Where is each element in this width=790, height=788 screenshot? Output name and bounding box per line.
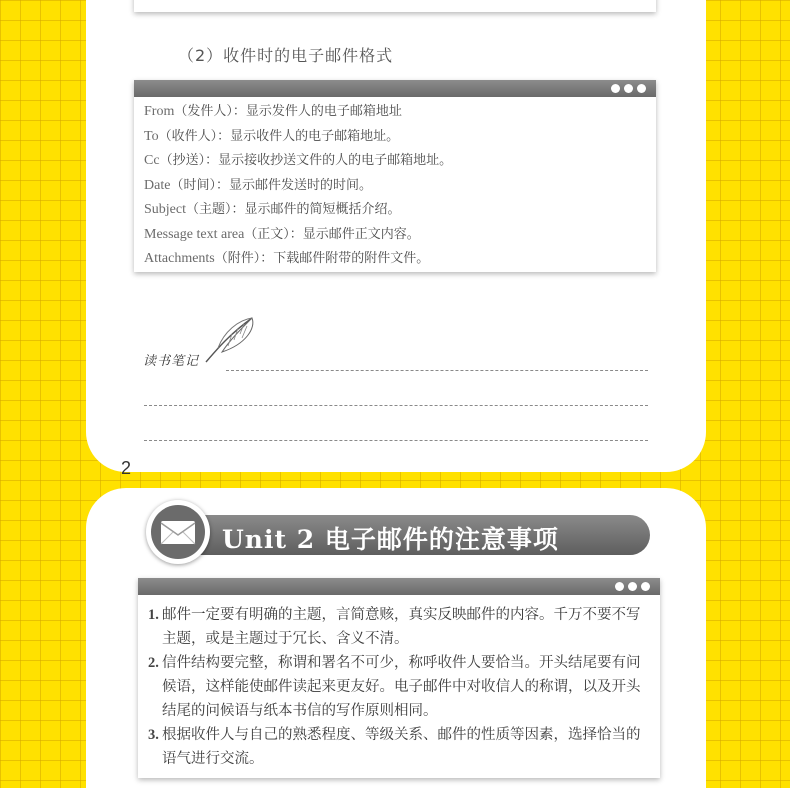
window-titlebar	[134, 80, 656, 97]
feather-icon	[200, 314, 258, 366]
unit-banner	[146, 500, 652, 562]
previous-format-box	[134, 0, 656, 12]
receive-format-box	[134, 80, 656, 272]
window-dots-icon	[615, 582, 650, 591]
format-line: Attachments（附件）：下载邮件附带的附件文件。	[144, 251, 430, 266]
unit-title: Unit 2 电子邮件的注意事项	[222, 525, 559, 554]
format-line: From（发件人）：显示发件人的电子邮箱地址	[144, 104, 402, 119]
list-item: 2. 信件结构要完整，称谓和署名不可少，称呼收件人要恰当。开头结尾要有问候语，这样能使邮件读起来更友好。电子邮件中对收信人的称谓，以及开头结尾的问候语与纸本书信的写作原则相同。	[148, 655, 641, 719]
envelope-icon	[160, 518, 196, 546]
window-dots-icon	[611, 84, 646, 93]
page-number: 2	[121, 458, 132, 478]
unit-icon-badge	[146, 500, 210, 564]
list-item: 1. 邮件一定要有明确的主题，言简意赅，真实反映邮件的内容。千万不要不写主题，或是主题过于冗长、含义不清。	[148, 607, 641, 647]
format-line: Date（时间）：显示邮件发送时的时间。	[144, 177, 372, 193]
section-heading: （2）收件时的电子邮件格式	[178, 46, 394, 65]
note-line[interactable]	[226, 370, 648, 371]
note-line[interactable]	[144, 440, 648, 441]
reading-notes-label: 读书笔记	[143, 354, 200, 369]
format-line: Message text area（正文）：显示邮件正文内容。	[144, 226, 420, 242]
list-item: 3. 根据收件人与自己的熟悉程度、等级关系、邮件的性质等因素，选择恰当的语气进行交流。	[148, 727, 641, 767]
email-tips-box	[138, 578, 660, 778]
note-line[interactable]	[144, 405, 648, 406]
format-line: Subject（主题）：显示邮件的简短概括介绍。	[144, 202, 401, 217]
format-line: To（收件人）：显示收件人的电子邮箱地址。	[144, 128, 400, 144]
window-titlebar	[138, 578, 660, 595]
format-line: Cc（抄送）：显示接收抄送文件的人的电子邮箱地址。	[144, 153, 453, 168]
